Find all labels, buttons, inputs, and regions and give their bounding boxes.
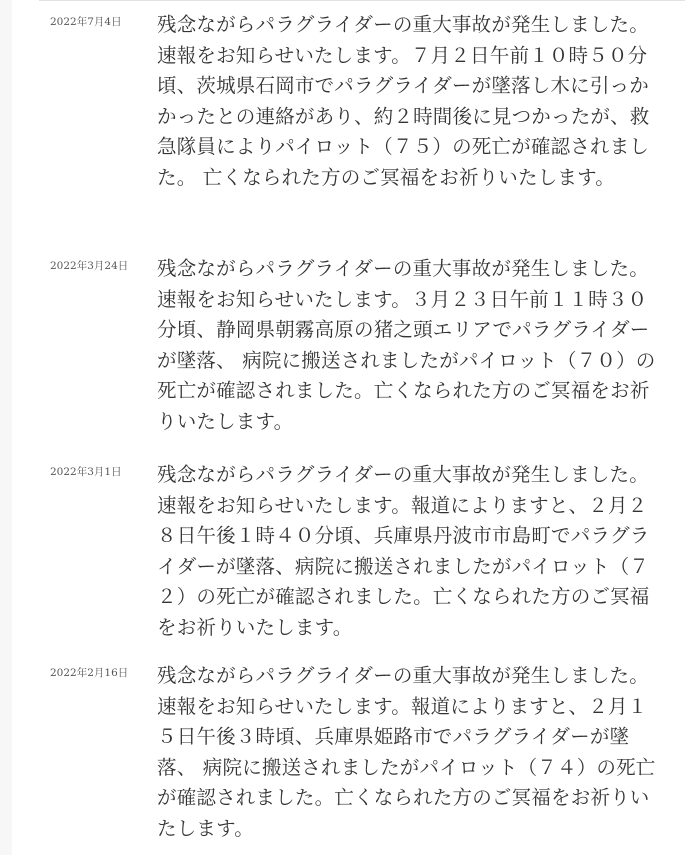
news-body: 残念ながらパラグライダーの重大事故が発生しました。速報をお知らせいたします。報道によりますと、２月１５日午後３時頃、兵庫県姫路市でパラグライダーが墜落、 病院に搬送されましたがパイロット（７４）の死亡が確認されました。亡くなられた方のご冥福をお祈りいたします。 <box>157 664 656 840</box>
news-date: 2022年7月4日 <box>50 16 122 28</box>
news-item <box>0 244 685 449</box>
news-item <box>0 651 685 855</box>
news-body: 残念ながらパラグライダーの重大事故が発生しました。速報をお知らせいたします。３月２３日午前１１時３０分頃、静岡県朝霧高原の猪之頭エリアでパラグライダーが墜落、 病院に搬送されましたがパイロット（７０）の死亡が確認されました。亡くなられた方のご冥福をお祈りいたします。 <box>157 257 656 433</box>
news-date: 2022年3月1日 <box>50 466 122 478</box>
news-date: 2022年3月24日 <box>50 260 129 272</box>
news-item <box>0 0 685 245</box>
news-item <box>0 450 685 655</box>
news-body: 残念ながらパラグライダーの重大事故が発生しました。速報をお知らせいたします。７月２日午前１０時５０分頃、茨城県石岡市でパラグライダーが墜落し木に引っかかったとの連絡があり、約２時間後に見つかったが、救急隊員によりパイロット（７５）の死亡が確認されました。 亡くなられた方のご冥福をお祈りいたします。 <box>157 13 650 189</box>
news-date: 2022年2月16日 <box>50 667 129 679</box>
news-body: 残念ながらパラグライダーの重大事故が発生しました。速報をお知らせいたします。報道によりますと、２月２８日午後１時４０分頃、兵庫県丹波市市島町でパラグライダーが墜落、病院に搬送されましたがパイロット（７２）の死亡が確認されました。亡くなられた方のご冥福をお祈りいたします。 <box>157 463 650 639</box>
